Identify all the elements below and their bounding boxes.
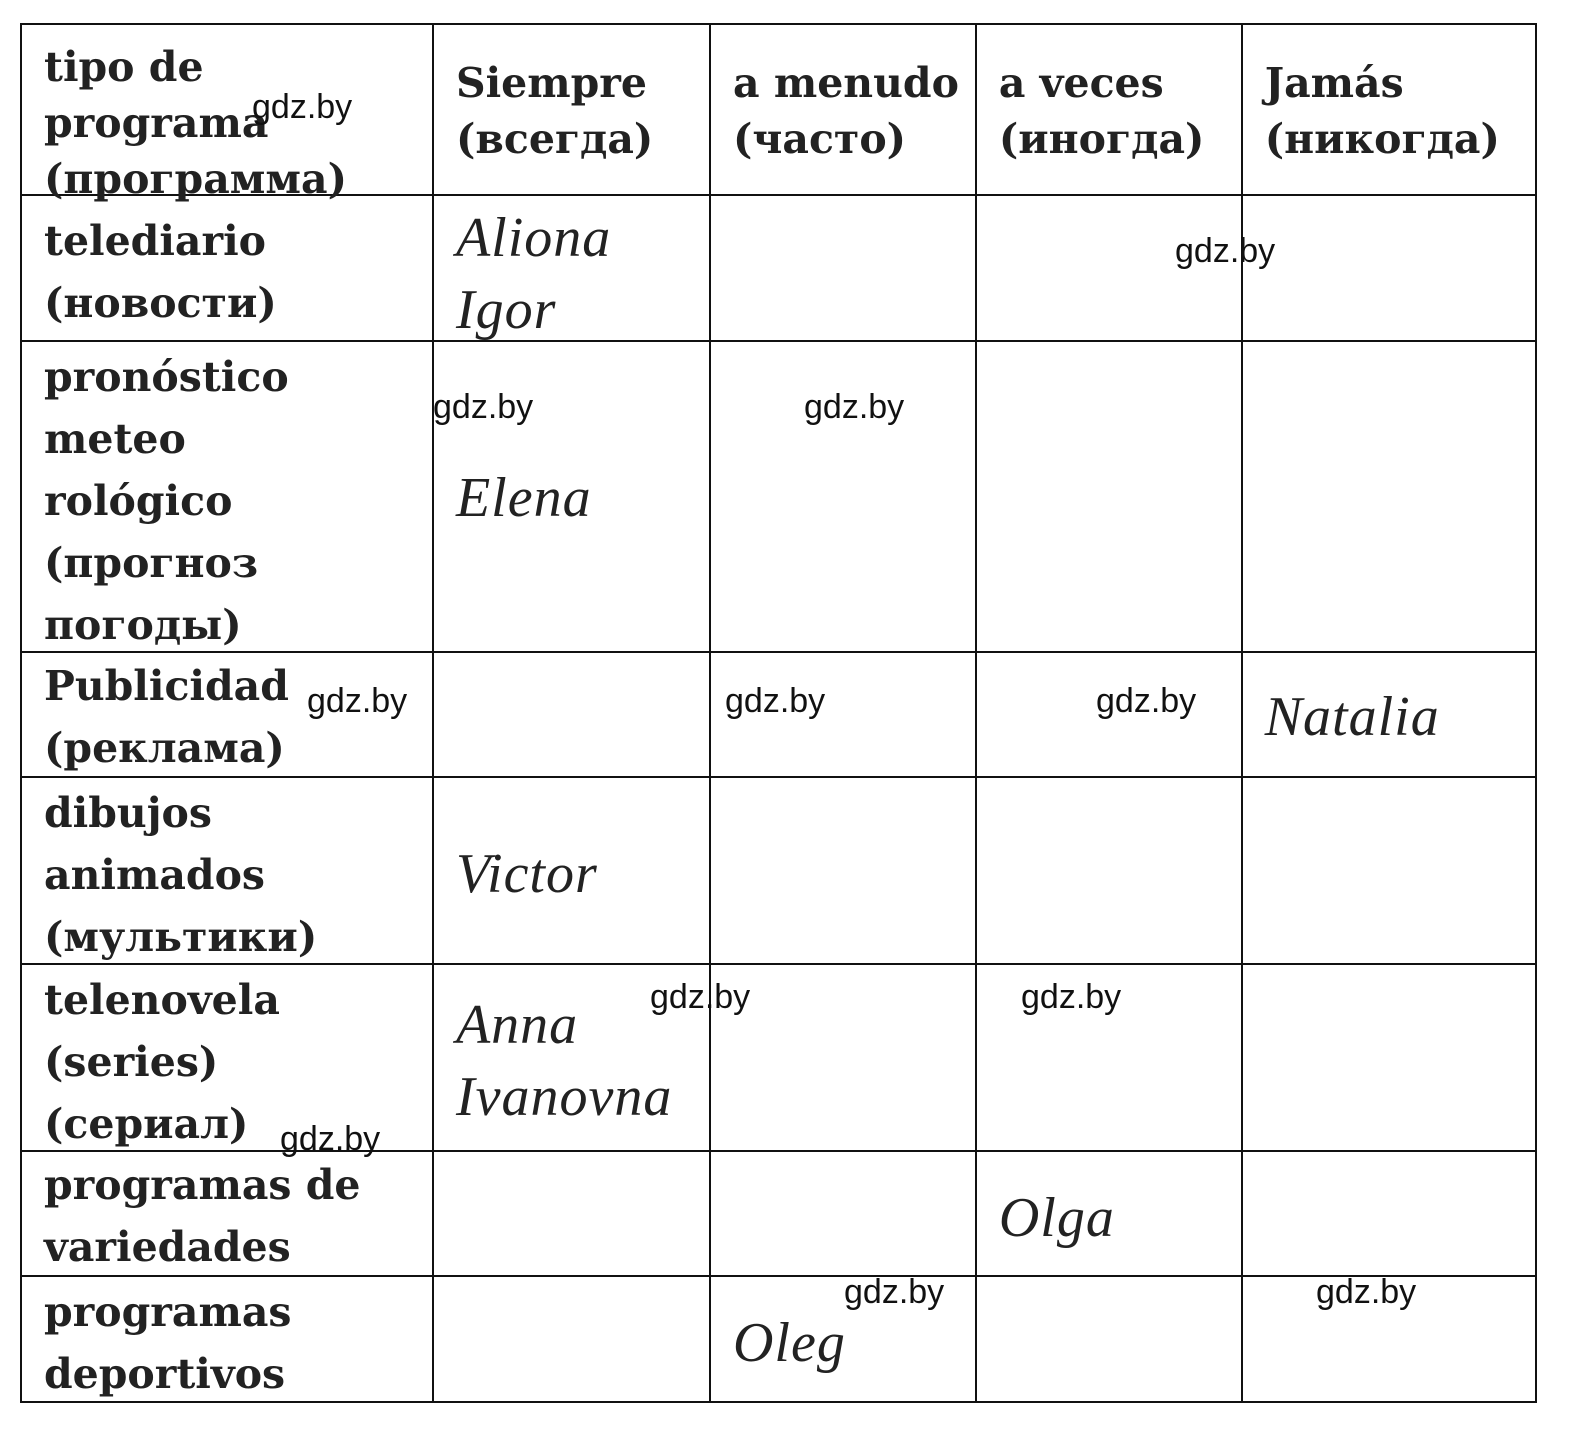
cell-often [710,777,976,964]
cell-always [433,195,710,341]
header-often-label: a menudo (часто) [732,59,959,163]
table-row [21,777,1536,964]
cell-often [710,1151,976,1276]
cell-type [21,1151,433,1276]
table-row [21,1151,1536,1276]
header-sometimes-label: a veces (иногда) [998,59,1205,163]
cell-always [433,777,710,964]
cell-type [21,777,433,964]
table-row [21,195,1536,341]
watermark: gdz.by [1021,978,1122,1016]
respondent-name: Victor [455,843,598,905]
header-row [21,24,1536,195]
cell-often [710,195,976,341]
header-type-label: tipo de programa (программа) [44,43,347,203]
cell-never [1242,341,1536,652]
header-always [433,24,710,195]
row-type-label: pronóstico meteo rológico (прогноз погоды) [44,353,289,649]
respondent-name: Oleg [732,1312,846,1374]
header-always-label: Siempre (всегда) [455,59,654,163]
table-row [21,341,1536,652]
row-type-label: dibujos animados (мультики) [44,789,318,961]
respondent-name: Olga [998,1187,1115,1249]
respondent-name: Aliona Igor [455,207,612,341]
watermark: gdz.by [725,682,826,720]
header-never-label: Jamás (никогда) [1264,59,1500,163]
respondent-name: Anna Ivanovna [455,994,673,1128]
header-sometimes [976,24,1242,195]
row-type-label: telediario (новости) [44,217,277,327]
cell-never [1242,1151,1536,1276]
cell-always [433,652,710,777]
header-never [1242,24,1536,195]
watermark: gdz.by [1175,232,1276,270]
row-type-label: programas de variedades [44,1161,361,1271]
watermark: gdz.by [1096,682,1197,720]
respondent-name: Elena [455,467,592,529]
cell-type [21,1276,433,1402]
watermark: gdz.by [804,388,905,426]
header-type [21,24,433,203]
watermark: gdz.by [307,682,408,720]
watermark: gdz.by [844,1273,945,1311]
watermark: gdz.by [650,978,751,1016]
cell-never [1242,195,1536,341]
header-often [710,24,976,195]
cell-never [1242,964,1536,1151]
table-row [21,1276,1536,1402]
cell-never [1242,652,1536,777]
watermark: gdz.by [433,388,534,426]
watermark: gdz.by [280,1120,381,1158]
cell-sometimes [976,341,1242,652]
row-type-label: programas deportivos [44,1288,292,1398]
cell-sometimes [976,1151,1242,1276]
cell-type [21,341,433,652]
row-type-label: telenovela (series) (сериал) [44,976,280,1148]
cell-type [21,195,433,341]
respondent-name: Natalia [1264,686,1440,748]
table-row [21,964,1536,1151]
cell-sometimes [976,777,1242,964]
row-type-label: Publicidad (реклама) [44,662,289,772]
watermark: gdz.by [252,88,353,126]
watermark: gdz.by [1316,1273,1417,1311]
cell-always [433,1276,710,1402]
cell-always [433,1151,710,1276]
cell-sometimes [976,1276,1242,1402]
cell-never [1242,777,1536,964]
